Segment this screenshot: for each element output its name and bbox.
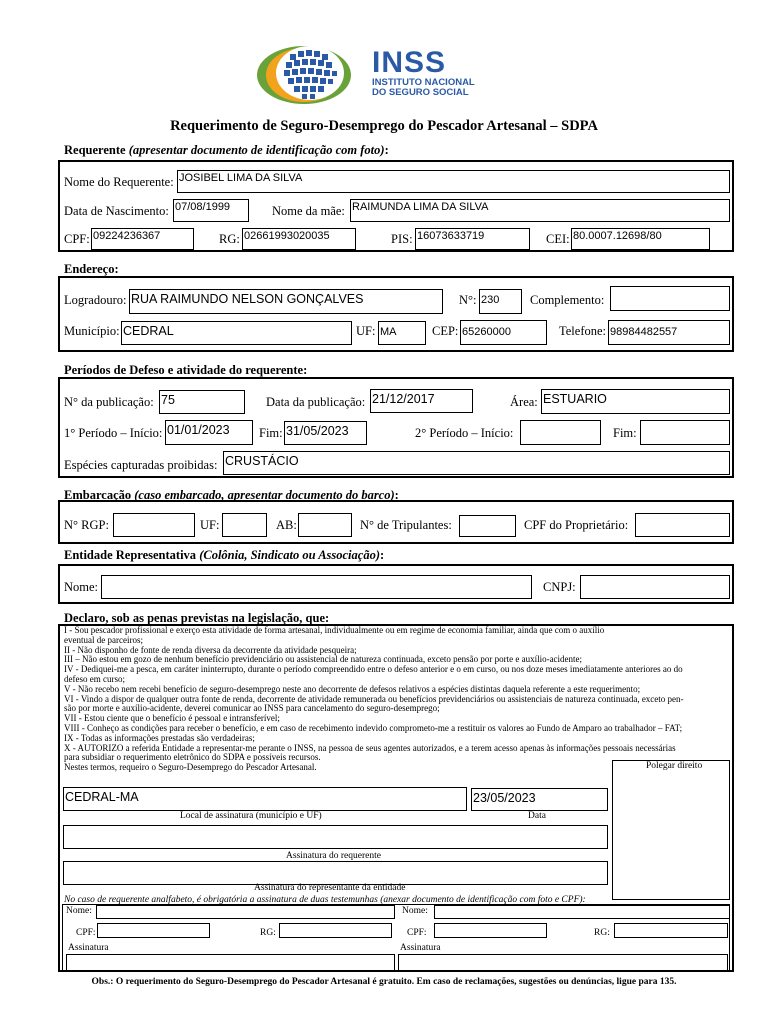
entidade-nome-field[interactable] bbox=[101, 575, 532, 599]
form-title: Requerimento de Seguro-Desemprego do Pescador Artesanal – SDPA bbox=[170, 118, 598, 134]
cpf-label: CPF: bbox=[64, 232, 90, 246]
area-label: Área: bbox=[510, 395, 538, 409]
declaracao-line: para subsidiar o requerimento eletrônico do SDPA e possíveis recursos. bbox=[64, 752, 321, 763]
periodo2-inicio-field[interactable] bbox=[520, 420, 601, 445]
testemunha1-cpf-label: CPF: bbox=[76, 928, 96, 938]
ab-label: AB: bbox=[276, 518, 297, 532]
area-field[interactable]: ESTUARIO bbox=[541, 389, 730, 414]
nome-requerente-label: Nome do Requerente: bbox=[64, 175, 174, 189]
nome-mae-field[interactable]: RAIMUNDA LIMA DA SILVA bbox=[350, 199, 730, 222]
data-label: Data bbox=[528, 811, 546, 821]
declaracao-line: III – Não estou em gozo de nenhum benefício previdenciário ou assistencial de natureza continuada, exceto pensão por porte e auxílio-acidente; bbox=[64, 654, 583, 665]
declaracao-line: defeso em curso; bbox=[64, 673, 125, 684]
complemento-field[interactable] bbox=[610, 286, 730, 311]
polegar-box[interactable] bbox=[612, 760, 730, 900]
numero-label: N°: bbox=[459, 293, 477, 307]
declaracao-line: IV - Dediquei-me a pesca, em caráter ininterrupto, durante o período compreendido entre o defeso anterior e o em curso, ou nos doze meses imediatamente anteriores ao do bbox=[64, 664, 683, 675]
data-publicacao-field[interactable]: 21/12/2017 bbox=[370, 389, 473, 413]
polegar-label: Polegar direito bbox=[646, 761, 703, 771]
local-assinatura-label: Local de assinatura (município e UF) bbox=[180, 811, 322, 821]
testemunha2-assinatura-label: Assinatura bbox=[400, 943, 441, 953]
periodo2-fim-label: Fim: bbox=[613, 426, 637, 440]
testemunha1-assinatura-label: Assinatura bbox=[68, 943, 109, 953]
declaracao-line: X - AUTORIZO a referida Entidade a representar-me perante o INSS, na pessoa de seus agentes autorizados, e a terem acesso apenas às informações pessoais necessárias bbox=[64, 742, 676, 753]
section-entidade-heading: Entidade Representativa (Colônia, Sindicato ou Associação): bbox=[64, 548, 385, 562]
assinatura-entidade-field[interactable] bbox=[63, 861, 608, 885]
testemunha2-assinatura-field[interactable] bbox=[398, 954, 728, 971]
assinatura-requerente-field[interactable] bbox=[63, 825, 608, 849]
inss-logo-text bbox=[372, 48, 475, 98]
especies-label: Espécies capturadas proibidas: bbox=[64, 458, 218, 472]
inss-logo-emblem bbox=[256, 42, 356, 108]
embarcacao-uf-field[interactable] bbox=[222, 513, 267, 537]
telefone-label: Telefone: bbox=[559, 324, 607, 338]
publicacao-label: N° da publicação: bbox=[64, 395, 154, 409]
org-sub1: INSTITUTO NACIONAL bbox=[372, 77, 475, 88]
entidade-nome-label: Nome: bbox=[64, 580, 99, 594]
cnpj-label: CNPJ: bbox=[543, 580, 576, 594]
cep-label: CEP: bbox=[432, 324, 459, 338]
cnpj-field[interactable] bbox=[580, 575, 730, 599]
section-embarcacao-heading: Embarcação (caso embarcado, apresentar documento do barco): bbox=[64, 488, 399, 502]
testemunha1-nome-label: Nome: bbox=[66, 906, 92, 916]
testemunha2-rg-label: RG: bbox=[594, 928, 610, 938]
data-publicacao-label: Data da publicação: bbox=[266, 395, 366, 409]
testemunha1-rg-field[interactable] bbox=[279, 923, 392, 938]
declaracao-line: Nestes termos, requeiro o Seguro-Desemprego do Pescador Artesanal. bbox=[64, 762, 317, 773]
telefone-field[interactable]: 98984482557 bbox=[608, 320, 730, 345]
pis-field[interactable]: 16073633719 bbox=[415, 228, 530, 250]
cpf-proprietario-label: CPF do Proprietário: bbox=[524, 518, 629, 532]
municipio-field[interactable]: CEDRAL bbox=[121, 321, 352, 345]
rg-label: RG: bbox=[219, 232, 240, 246]
periodo2-inicio-label: 2° Período – Início: bbox=[415, 426, 514, 440]
declaracao-line: I - Sou pescador profissional e exerço esta atividade de forma artesanal, individualmente ou em regime de economia familiar, ainda que com o auxílio bbox=[64, 625, 605, 635]
testemunha2-rg-field[interactable] bbox=[614, 923, 728, 938]
org-sub2: DO SEGURO SOCIAL bbox=[372, 87, 469, 98]
municipio-label: Município: bbox=[64, 324, 120, 338]
rg-field[interactable]: 02661993020035 bbox=[242, 228, 356, 250]
testemunha1-nome-field[interactable] bbox=[96, 905, 395, 919]
org-name: INSS bbox=[372, 46, 447, 79]
section-defeso-heading: Períodos de Defeso e atividade do requerente: bbox=[64, 363, 308, 377]
testemunha1-cpf-field[interactable] bbox=[97, 923, 210, 938]
logradouro-field[interactable]: RUA RAIMUNDO NELSON GONÇALVES bbox=[129, 289, 443, 314]
logradouro-label: Logradouro: bbox=[64, 293, 127, 307]
tripulantes-label: N° de Tripulantes: bbox=[360, 518, 452, 532]
declaracao-line: II - Não disponho de fonte de renda diversa da decorrente da atividade pesqueira; bbox=[64, 644, 357, 655]
assinatura-entidade-label: Assinatura do representante da entidade bbox=[254, 883, 406, 893]
declaracao-line: VIII - Conheço as condições para receber o benefício, e em caso de recebimento indevido comprometo-me a restituir os valores ao Fundo de Amparo ao trabalhador – FAT; bbox=[64, 722, 683, 733]
complemento-label: Complemento: bbox=[530, 293, 605, 307]
periodo1-fim-label: Fim: bbox=[259, 426, 283, 440]
tripulantes-field[interactable] bbox=[459, 515, 516, 537]
assinatura-requerente-label: Assinatura do requerente bbox=[286, 851, 381, 861]
pis-label: PIS: bbox=[391, 232, 413, 246]
cpf-proprietario-field[interactable] bbox=[635, 513, 730, 537]
analfabeto-note: No caso de requerente analfabeto, é obrigatória a assinatura de duas testemunhas (anexar documento de identificação com foto e CPF): bbox=[64, 895, 586, 905]
declaracao-line: V - Não recebo nem recebi benefício de seguro-desemprego neste ano decorrente de defesos relativos a espécies distintas daquela referente a este requerimento; bbox=[64, 683, 641, 694]
section-endereco-heading: Endereço: bbox=[64, 262, 119, 276]
embarcacao-uf-label: UF: bbox=[200, 518, 220, 532]
declaracao-line: IX - Todas as informações prestadas são verdadeiras; bbox=[64, 732, 255, 743]
declaracao-line: VI - Vindo a dispor de qualquer outra fonte de renda, decorrente de atividade remunerada ou benefícios previdenciários ou assistenciais de natureza continuada, exceto pen- bbox=[64, 693, 684, 704]
uf-label: UF: bbox=[356, 324, 376, 338]
nome-mae-label: Nome da mãe: bbox=[272, 204, 345, 218]
rgp-field[interactable] bbox=[113, 513, 195, 537]
testemunha2-cpf-label: CPF: bbox=[407, 928, 427, 938]
rgp-label: N° RGP: bbox=[64, 518, 109, 532]
data-assinatura-field[interactable]: 23/05/2023 bbox=[471, 788, 608, 811]
data-nascimento-label: Data de Nascimento: bbox=[64, 204, 169, 218]
testemunha1-rg-label: RG: bbox=[260, 928, 276, 938]
testemunha2-cpf-field[interactable] bbox=[434, 923, 547, 938]
declaracao-line: VII - Estou ciente que o benefício é pessoal e intransferível; bbox=[64, 713, 280, 724]
periodo1-inicio-field[interactable]: 01/01/2023 bbox=[165, 420, 253, 445]
ab-field[interactable] bbox=[298, 513, 352, 537]
testemunha2-nome-label: Nome: bbox=[402, 906, 428, 916]
numero-field[interactable]: 230 bbox=[479, 289, 522, 314]
testemunha2-nome-field[interactable] bbox=[434, 905, 730, 919]
nome-requerente-field[interactable]: JOSIBEL LIMA DA SILVA bbox=[177, 170, 730, 193]
periodo1-fim-field[interactable]: 31/05/2023 bbox=[284, 421, 367, 445]
cep-field[interactable]: 65260000 bbox=[460, 320, 547, 345]
declaracao-line: são por morte e auxílio-acidente, deverei comunicar ao INSS para cancelamento do seguro-desemprego; bbox=[64, 703, 440, 714]
publicacao-field[interactable]: 75 bbox=[159, 390, 245, 414]
periodo2-fim-field[interactable] bbox=[640, 420, 730, 445]
data-nascimento-field[interactable]: 07/08/1999 bbox=[173, 199, 249, 222]
local-assinatura-field[interactable]: CEDRAL-MA bbox=[63, 787, 467, 811]
cei-label: CEI: bbox=[546, 232, 570, 246]
testemunha1-assinatura-field[interactable] bbox=[66, 954, 395, 971]
cei-field[interactable]: 80.0007.12698/80 bbox=[571, 228, 710, 250]
footer-note: Obs.: O requerimento do Seguro-Desemprego do Pescador Artesanal é gratuito. Em caso de reclamações, sugestões ou denúncias, ligue para 135. bbox=[91, 977, 677, 987]
cpf-field[interactable]: 09224236367 bbox=[91, 228, 194, 250]
section-requerente-heading: Requerente (apresentar documento de identificação com foto): bbox=[64, 143, 389, 157]
section-declaracao-heading: Declaro, sob as penas previstas na legislação, que: bbox=[64, 611, 330, 625]
uf-field[interactable]: MA bbox=[378, 321, 426, 345]
especies-field[interactable]: CRUSTÁCIO bbox=[223, 451, 730, 475]
declaracao-line: eventual de parceiros; bbox=[64, 634, 143, 645]
declaracao-text bbox=[64, 626, 734, 773]
periodo1-inicio-label: 1° Período – Início: bbox=[64, 426, 163, 440]
